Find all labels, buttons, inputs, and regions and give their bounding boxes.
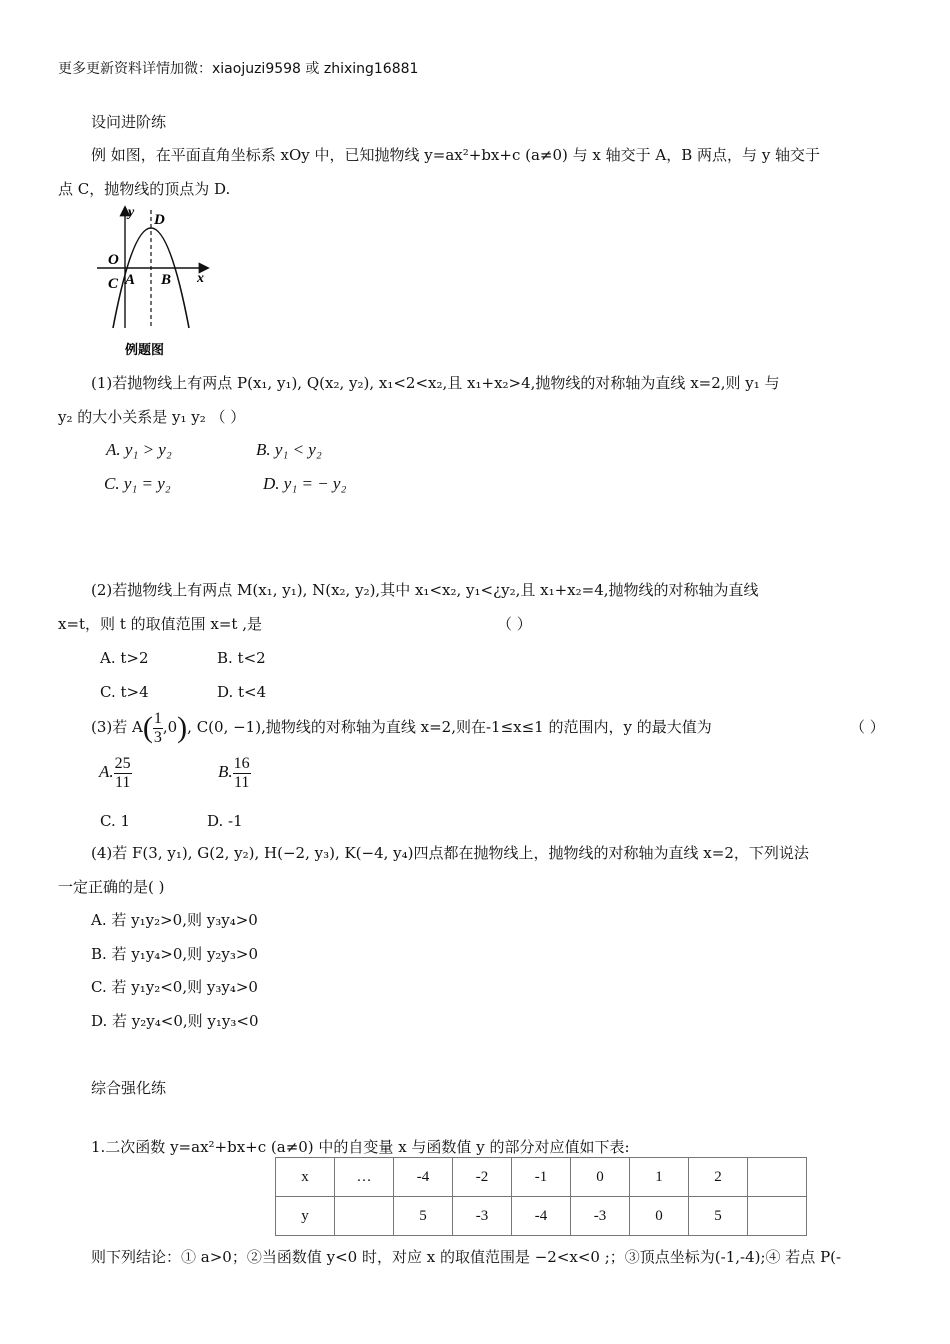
- table-cell: 2: [689, 1158, 748, 1197]
- q3-stem: (3)若 A( $\frac{1}{3}$ ,0), C(0, −1),抛物线的对称轴为直线 x=2,则在-1≤x≤1 的范围内，y 的最大值为: [91, 709, 712, 746]
- q4-option-c: C. 若 y₁y₂<0,则 y₃y₄>0: [91, 978, 258, 996]
- q1-option-a: A. y₁ > y₂: [106, 440, 172, 459]
- q2-line-1: (2)若抛物线上有两点 M(x₁, y₁), N(x₂, y₂),其中 x₁<x₂, y₁<¿y₂,且 x₁+x₂=4,抛物线的对称轴为直线: [91, 581, 759, 599]
- table-cell: -4: [394, 1158, 453, 1197]
- label-x: x: [197, 271, 204, 286]
- q4-option-a: A. 若 y₁y₂>0,则 y₃y₄>0: [91, 911, 258, 929]
- label-O: O: [108, 252, 119, 268]
- q3-a-fraction: [114, 755, 132, 792]
- table-cell: …: [335, 1158, 394, 1197]
- q3-option-c: C. 1: [100, 812, 131, 830]
- q4-line-2: 一定正确的是( ): [58, 878, 165, 896]
- problem1-line-1: 1.二次函数 y=ax²+bx+c (a≠0) 中的自变量 x 与函数值 y 的部分对应值如下表:: [91, 1138, 630, 1156]
- q3-b-den: 11: [233, 773, 250, 791]
- table-cell: y: [276, 1197, 335, 1236]
- label-D: D: [154, 212, 165, 228]
- q3-a-num: 25: [114, 754, 131, 772]
- q1-option-d: D. y₁ = − y₂: [263, 474, 347, 493]
- q4-line-1: (4)若 F(3, y₁), G(2, y₂), H(−2, y₃), K(−4, y₄)四点都在抛物线上，抛物线的对称轴为直线 x=2，下列说法: [91, 844, 809, 862]
- q3-b-num: 16: [233, 754, 250, 772]
- value-table: [275, 1157, 807, 1236]
- q3-rest: , C(0, −1),抛物线的对称轴为直线 x=2,则在-1≤x≤1 的范围内，y 的最大值为: [187, 718, 712, 736]
- table-cell: 0: [571, 1158, 630, 1197]
- q3-option-d: D. -1: [207, 812, 243, 830]
- table-cell: [335, 1197, 394, 1236]
- table-row-y: [276, 1197, 807, 1236]
- q2-option-c: C. t>4: [100, 683, 149, 701]
- q1-option-c: C. y₁ = y₂: [104, 474, 171, 493]
- q1-option-b: B. y₁ < y₂: [256, 440, 322, 459]
- figure-caption: 例题图: [125, 343, 165, 358]
- table-cell: -1: [512, 1158, 571, 1197]
- table-cell: -4: [512, 1197, 571, 1236]
- q3-a-label: A.: [99, 762, 114, 781]
- q3-fraction: [153, 710, 163, 747]
- q4-option-d: D. 若 y₂y₄<0,则 y₁y₃<0: [91, 1012, 259, 1030]
- table-cell: [748, 1197, 807, 1236]
- label-B: B: [161, 272, 172, 288]
- example-intro-line-1: 例 如图，在平面直角坐标系 xOy 中，已知抛物线 y=ax²+bx+c (a≠0) 与 x 轴交于 A，B 两点，与 y 轴交于: [91, 146, 821, 164]
- parabola-figure: [95, 202, 245, 362]
- table-cell: -3: [571, 1197, 630, 1236]
- q2-option-b: B. t<2: [217, 649, 266, 667]
- label-C: C: [108, 276, 119, 292]
- table-cell: -3: [453, 1197, 512, 1236]
- table-cell: 5: [689, 1197, 748, 1236]
- q3-frac-den: 3: [153, 728, 162, 746]
- table-cell: -2: [453, 1158, 512, 1197]
- section-title-progressive: 设问进阶练: [91, 113, 167, 131]
- q4-option-b: B. 若 y₁y₄>0,则 y₂y₃>0: [91, 945, 259, 963]
- q3-option-b: [218, 752, 251, 792]
- q3-option-a: [99, 752, 132, 792]
- q3-after-frac: ,0: [162, 718, 178, 736]
- table-cell: 0: [630, 1197, 689, 1236]
- problem1-conclusion: 则下列结论：① a>0；②当函数值 y<0 时，对应 x 的取值范围是 −2<x<0 ;；③顶点坐标为(-1,-4);④ 若点 P(-: [91, 1248, 842, 1266]
- table-cell: 5: [394, 1197, 453, 1236]
- q2-option-d: D. t<4: [217, 683, 267, 701]
- label-y: y: [128, 205, 135, 220]
- section-title-comprehensive: 综合强化练: [91, 1079, 167, 1097]
- q3-a-den: 11: [114, 773, 131, 791]
- q3-answer-paren: （ ）: [850, 718, 885, 736]
- table-cell: x: [276, 1158, 335, 1197]
- q1-line-2: y₂ 的大小关系是 y₁ y₂ （ ）: [58, 408, 246, 426]
- table-row-x: [276, 1158, 807, 1197]
- q2-answer-paren: （ ）: [497, 615, 532, 633]
- table-cell: [748, 1158, 807, 1197]
- example-intro-line-2: 点 C，抛物线的顶点为 D.: [58, 180, 231, 198]
- table-cell: 1: [630, 1158, 689, 1197]
- q2-line-2: x=t，则 t 的取值范围 x=t ,是: [58, 615, 262, 633]
- label-A: A: [125, 272, 136, 288]
- q3-prefix: (3)若 A: [91, 718, 143, 736]
- page-header: 更多更新资料详情加微：xiaojuzi9598 或 zhixing16881: [58, 61, 419, 77]
- q3-b-label: B.: [218, 762, 233, 781]
- q3-b-fraction: [233, 755, 251, 792]
- q2-option-a: A. t>2: [100, 649, 149, 667]
- q3-frac-num: 1: [153, 709, 162, 727]
- q1-line-1: (1)若抛物线上有两点 P(x₁, y₁), Q(x₂, y₂), x₁<2<x₂,且 x₁+x₂>4,抛物线的对称轴为直线 x=2,则 y₁ 与: [91, 374, 780, 392]
